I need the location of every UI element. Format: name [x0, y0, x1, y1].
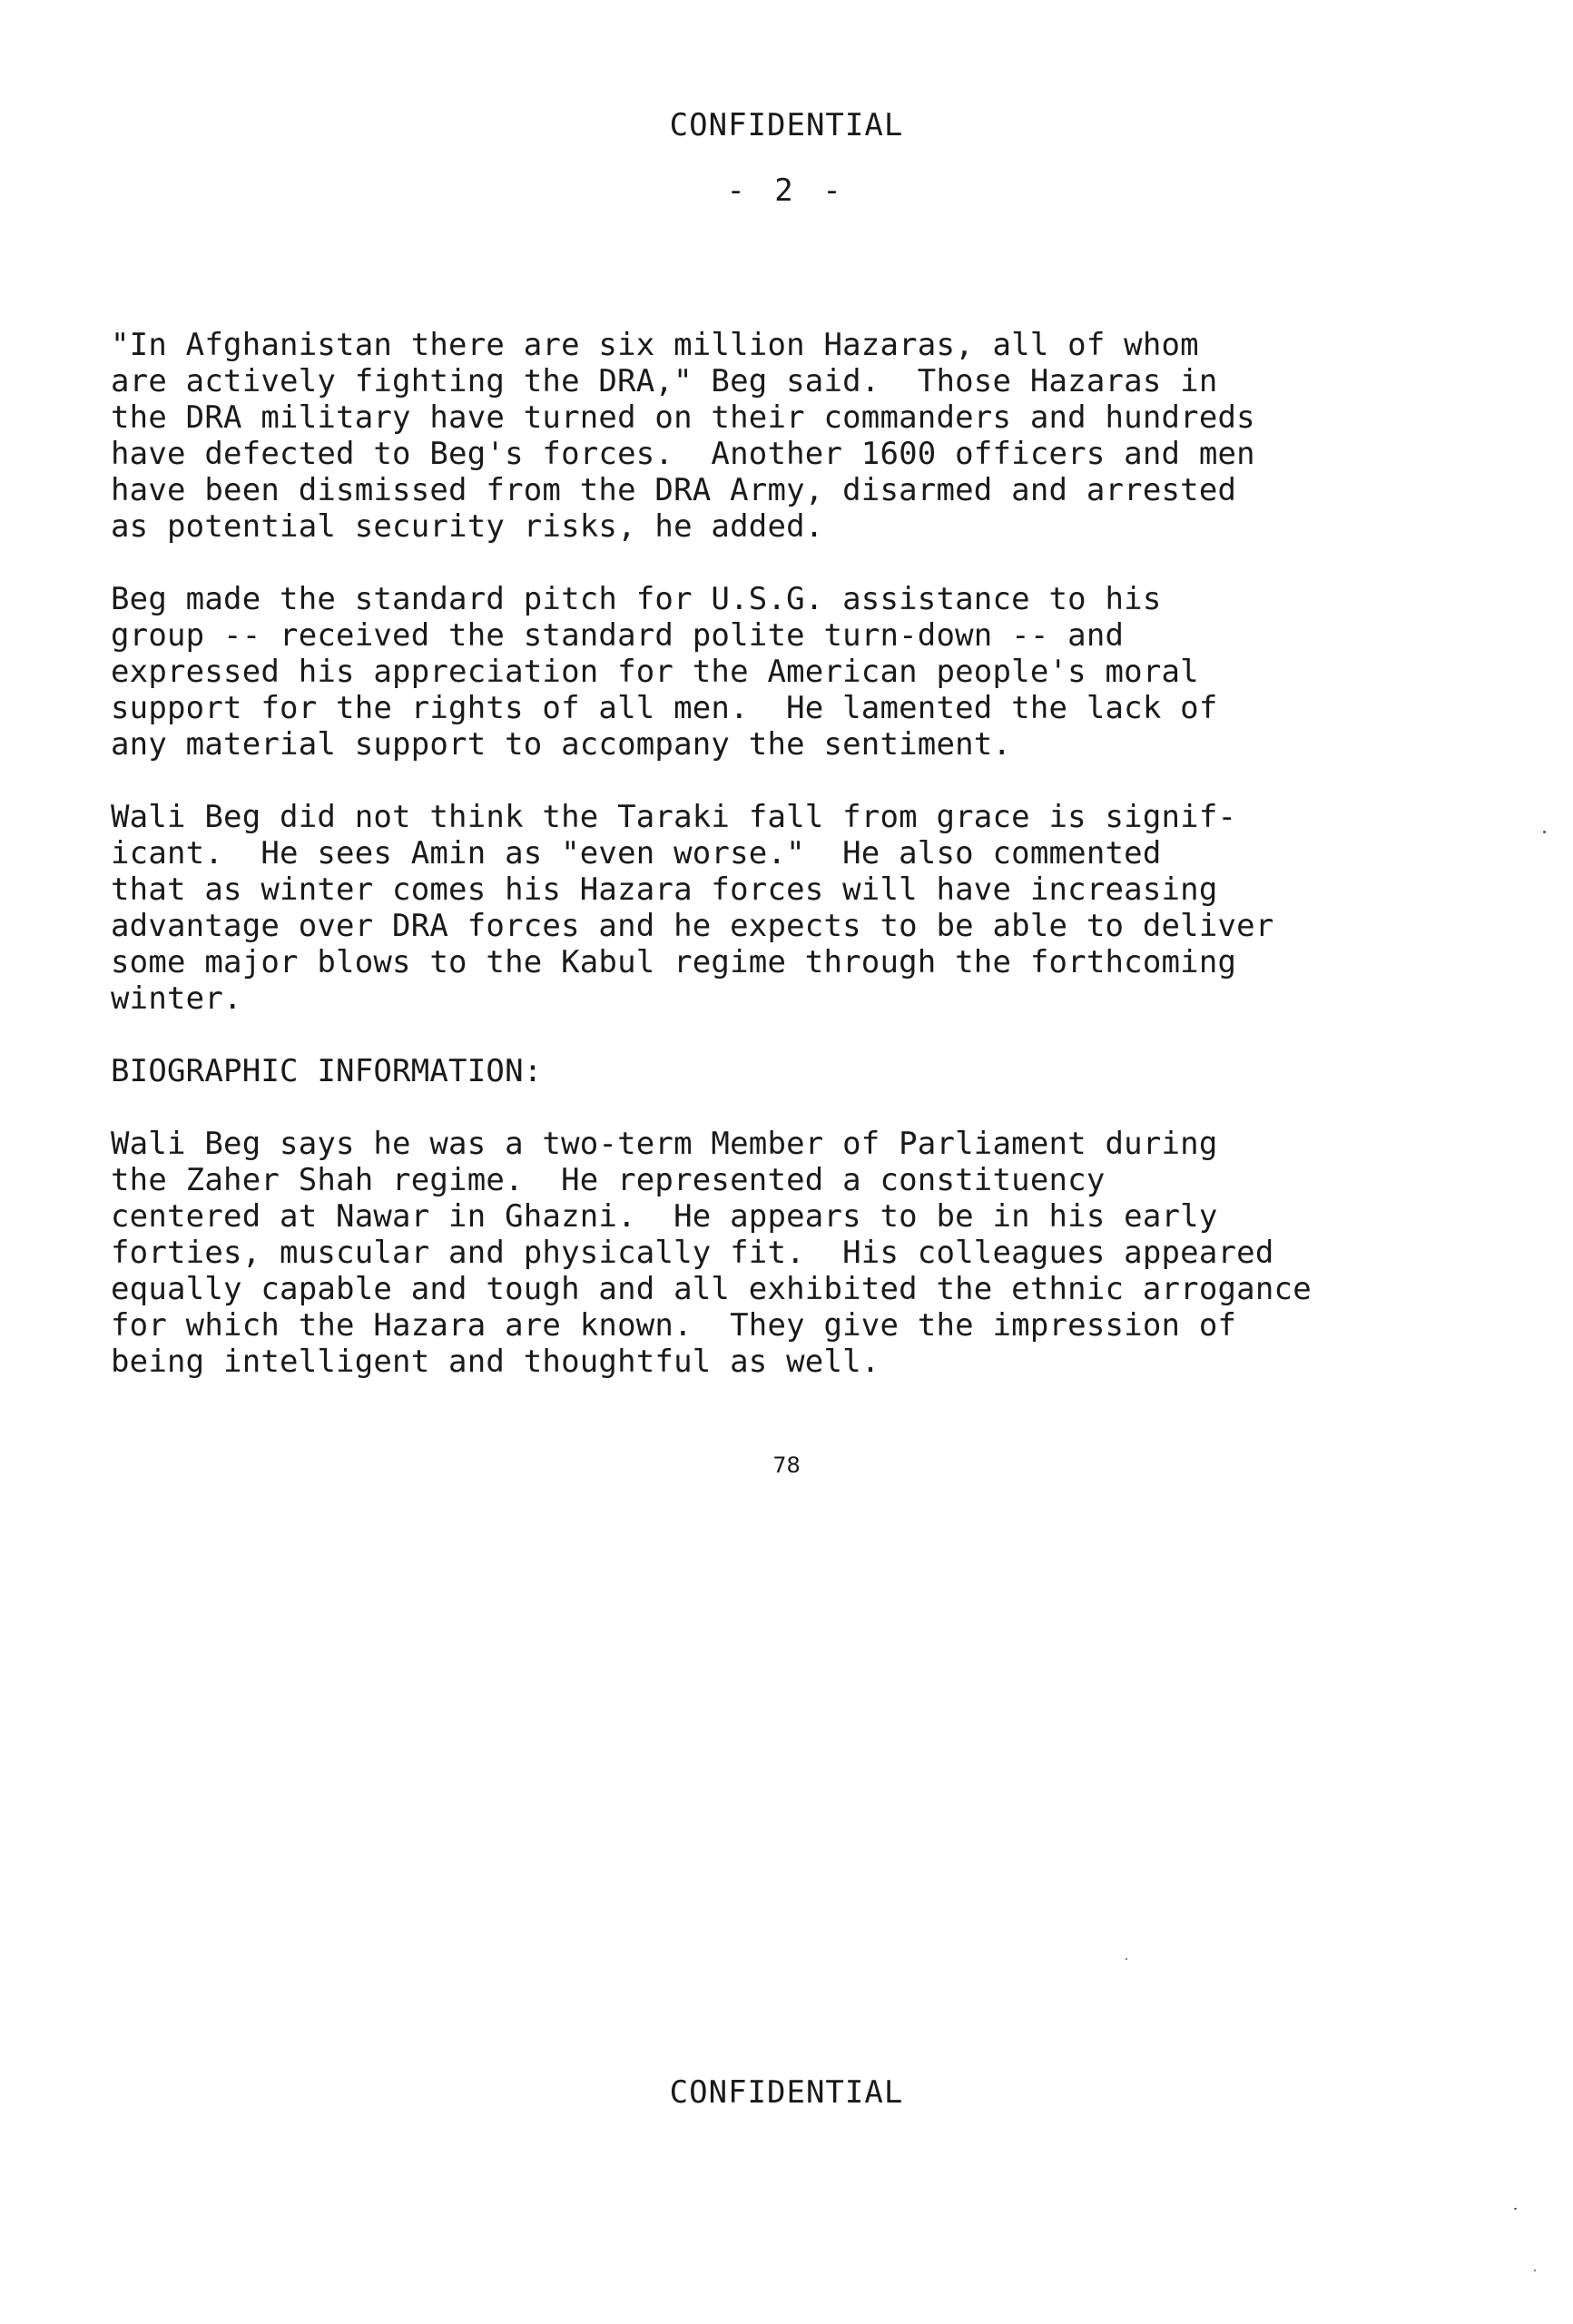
text-line: "In Afghanistan there are six million Hazaras, all of whom	[111, 327, 1199, 363]
text-line: icant. He sees Amin as "even worse." He also commented	[111, 835, 1162, 872]
text-line: group -- received the standard polite turn-down -- and	[111, 617, 1125, 654]
text-line: the Zaher Shah regime. He represented a constituency	[111, 1162, 1106, 1198]
text-line: for which the Hazara are known. They give the impression of	[111, 1307, 1237, 1344]
scan-speck	[1543, 831, 1546, 833]
header-classification: CONFIDENTIAL	[669, 107, 904, 143]
text-line: are actively fighting the DRA," Beg said. Those Hazaras in	[111, 363, 1218, 399]
page-marker: - 2 -	[726, 172, 847, 209]
text-line: being intelligent and thoughtful as well.	[111, 1344, 880, 1380]
paragraph-taraki-assessment	[111, 799, 1509, 1017]
scan-speck	[1534, 2270, 1536, 2271]
footer-classification: CONFIDENTIAL	[669, 2074, 904, 2111]
text-line: have defected to Beg's forces. Another 1600 officers and men	[111, 436, 1255, 472]
scan-speck	[1126, 1958, 1127, 1960]
text-line: Beg made the standard pitch for U.S.G. assistance to his	[111, 581, 1162, 617]
text-line: Wali Beg says he was a two-term Member of Parliament during	[111, 1126, 1218, 1162]
text-line: support for the rights of all men. He lamented the lack of	[111, 690, 1218, 726]
text-line: centered at Nawar in Ghazni. He appears to be in his early	[111, 1198, 1218, 1235]
text-line: equally capable and tough and all exhibited the ethnic arrogance	[111, 1271, 1312, 1307]
text-line: Wali Beg did not think the Taraki fall from grace is signif-	[111, 799, 1237, 835]
text-line: the DRA military have turned on their commanders and hundreds	[111, 399, 1255, 436]
document-body	[111, 327, 1509, 1416]
text-line: expressed his appreciation for the American people's moral	[111, 654, 1199, 690]
text-line: have been dismissed from the DRA Army, disarmed and arrested	[111, 472, 1237, 508]
text-line: any material support to accompany the sentiment.	[111, 726, 1012, 763]
text-line: as potential security risks, he added.	[111, 508, 824, 545]
text-line: some major blows to the Kabul regime through the forthcoming	[111, 944, 1237, 980]
text-line: that as winter comes his Hazara forces will have increasing	[111, 872, 1218, 908]
scan-speck	[1514, 2208, 1517, 2210]
section-heading-biographic: BIOGRAPHIC INFORMATION:	[111, 1053, 543, 1089]
paragraph-assistance-pitch	[111, 581, 1509, 763]
paragraph-hazara-forces	[111, 327, 1509, 545]
text-line: advantage over DRA forces and he expects to be able to deliver	[111, 908, 1274, 944]
text-line: forties, muscular and physically fit. His colleagues appeared	[111, 1235, 1274, 1271]
paragraph-biographic-information	[111, 1126, 1509, 1380]
document-page-number: 78	[772, 1452, 801, 1478]
text-line: winter.	[111, 980, 242, 1017]
